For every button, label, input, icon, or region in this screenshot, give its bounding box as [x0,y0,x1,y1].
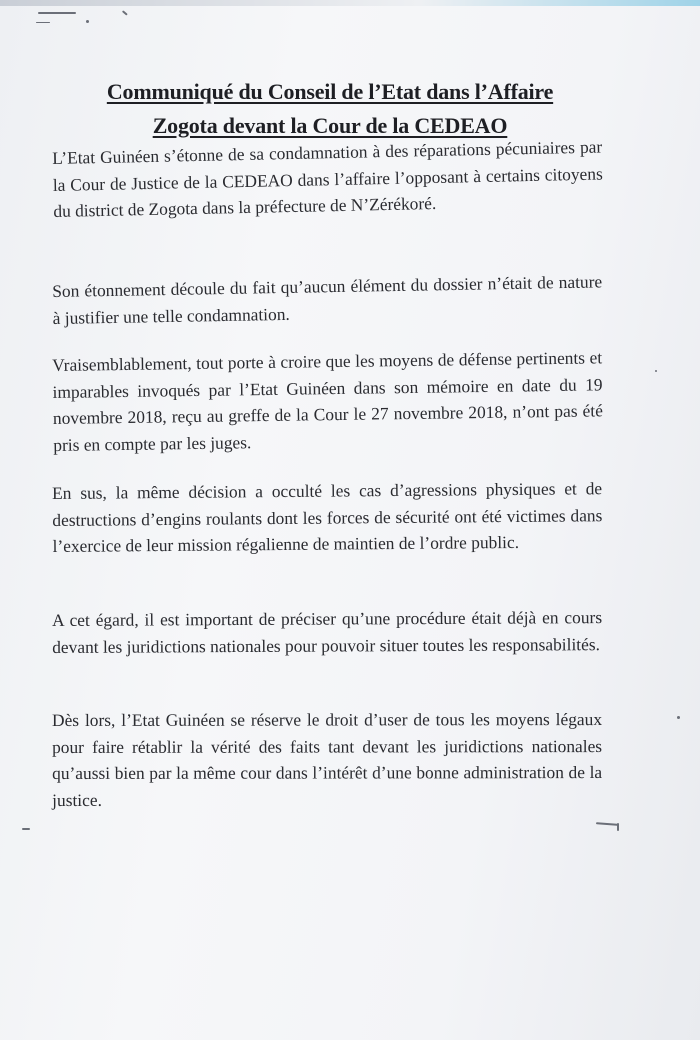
pen-mark [36,22,50,23]
paragraph-1: L’Etat Guinéen s’étonne de sa condamnation à des réparations pécuniaires par la Cour de Justice de la CEDEAO dans l’affaire l’opposant à certains citoyens du district de Zogota dans la préfecture de N’Zérékoré. [52,136,603,222]
pen-mark [22,828,30,830]
pen-mark [38,12,76,14]
pen-mark [122,10,128,15]
paragraph-4: En sus, la même décision a occulté les cas d’agressions physiques et de destructions d’engins roulants dont les forces de sécurité ont été victimes dans l’exercice de leur mission régalienne de maintien de l’ordre public. [52,478,603,557]
pen-mark [86,20,89,23]
paragraph-3: Vraisemblablement, tout porte à croire que les moyens de défense pertinents et imparables invoqués par l’Etat Guinéen dans son mémoire en date du 19 novembre 2018, reçu au greffe de la Cour le 27 novembre 2018, n’ont pas été pris en compte par les juges. [52,347,604,455]
document-title-line-1: Communiqué du Conseil de l’Etat dans l’Affaire [106,79,554,104]
paragraph-2: Son étonnement découle du fait qu’aucun élément du dossier n’était de nature à justifier une telle condamnation. [52,271,603,328]
pen-mark [677,716,680,719]
paragraph-6: Dès lors, l’Etat Guinéen se réserve le droit d’user de tous les moyens légaux pour faire rétablir la vérité des faits tant devant les juridictions nationales qu’aussi bien par la même cour dans l’intérêt d’une bonne administration de la justice. [52,709,603,810]
paragraph-5: A cet égard, il est important de préciser qu’une procédure était déjà en cours devant les juridictions nationales pour pouvoir situer toutes les responsabilités. [52,607,603,657]
pen-mark [596,822,618,826]
document-title-line-2: Zogota devant la Cour de la CEDEAO [152,113,508,138]
pen-mark [617,823,619,831]
pen-mark [655,370,657,372]
